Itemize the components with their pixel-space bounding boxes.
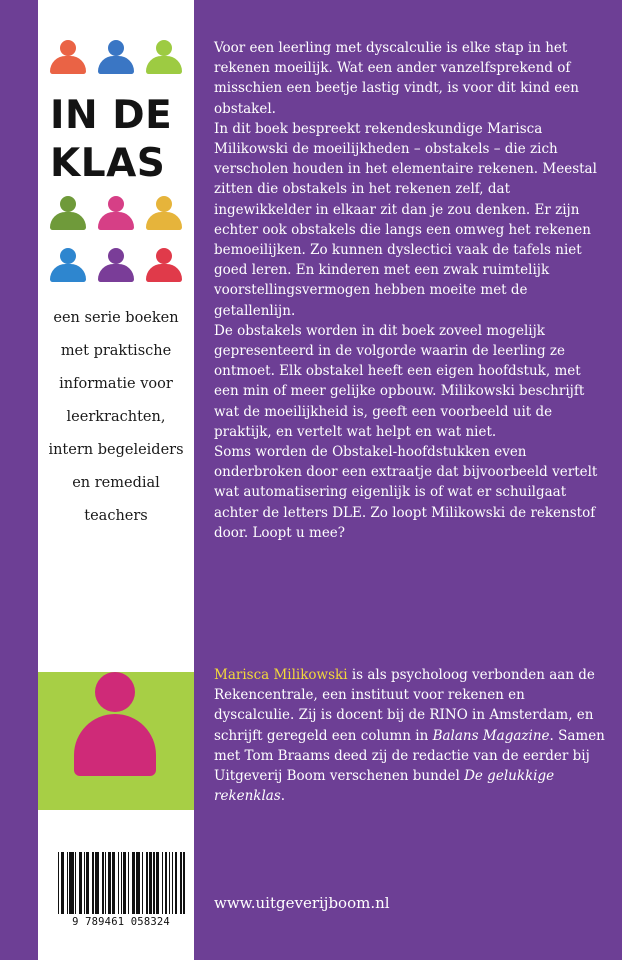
person-icon-head (60, 40, 76, 56)
isbn-barcode (56, 852, 186, 930)
series-logo-line2: KLAS (50, 141, 166, 186)
person-icon-body (50, 264, 86, 282)
description-paragraph: Voor een leerling met dyscalculie is elke stap in het rekenen moeilijk. Wat een ander vanzelfsprekend of misschien een beetje lastig vindt, is voor dit kind een obstakel. (214, 40, 579, 117)
person-icon-head (156, 248, 172, 264)
series-line: een serie boeken (53, 310, 179, 326)
person-icon (146, 40, 182, 74)
person-icon-body (146, 212, 182, 230)
person-icon-body (146, 56, 182, 74)
person-icon (98, 196, 134, 230)
person-icon-head (156, 40, 172, 56)
book-title: De gelukkige rekenklas (214, 768, 555, 805)
large-person-icon (74, 672, 156, 776)
person-icon-head (60, 248, 76, 264)
large-person-body (74, 714, 156, 776)
author-bio-end: . (280, 788, 286, 805)
series-logo (50, 92, 190, 188)
series-line: en remedial (72, 475, 160, 491)
series-sidebar (38, 0, 194, 960)
author-bio-text: is als psycholoog verbonden aan de Rekencentrale, een instituut voor rekenen en dyscalculie. Zij is docent bij de RINO in Amsterdam, en schrijft geregeld een column in (214, 667, 595, 744)
person-icon (146, 196, 182, 230)
person-icon-head (108, 196, 124, 212)
author-bio-text: . Samen met Tom Braams deed zij de redactie van de eerder bij Uitgeverij Boom verschenen bundel (214, 727, 605, 785)
publisher-website[interactable]: www.uitgeverijboom.nl (214, 894, 390, 912)
barcode-bars (58, 852, 184, 914)
person-icon (50, 196, 86, 230)
series-description (38, 302, 194, 533)
person-icon-body (98, 56, 134, 74)
description-paragraph: Soms worden de Obstakel-hoofdstukken even onderbroken door een extraatje dat bijvoorbeeld vertelt wat automatisering eigenlijk is of wat er schuilgaat achter de letters DLE. Zo loopt Milikowski de rekenstof door. Loopt u mee? (214, 444, 598, 541)
person-icon (98, 40, 134, 74)
person-icon-head (60, 196, 76, 212)
person-icon-body (50, 56, 86, 74)
description-paragraph: De obstakels worden in dit boek zoveel mogelijk gepresenteerd in de volgorde waarin de leerling ze ontmoet. Elk obstakel heeft een eigen hoofdstuk, met een min of meer gelijke opbouw. Milikowski beschrijft wat de moeilijkheid is, geeft een voorbeeld uit de praktijk, en vertelt wat helpt en wat niet. (214, 322, 585, 440)
series-logo-line1: IN DE (50, 93, 173, 138)
series-line: teachers (84, 508, 148, 524)
person-icon-body (98, 212, 134, 230)
series-line: leerkrachten, (66, 409, 166, 425)
person-icon (50, 40, 86, 74)
large-person-head (95, 672, 135, 712)
person-icon (98, 248, 134, 282)
person-icon-body (146, 264, 182, 282)
description-text (214, 38, 606, 543)
person-icon-head (108, 40, 124, 56)
isbn-number: 9 789461 058324 (72, 916, 170, 928)
person-icon-head (156, 196, 172, 212)
magazine-title: Balans Magazine (432, 727, 550, 744)
person-icon (50, 248, 86, 282)
person-icon-head (108, 248, 124, 264)
author-name: Marisca Milikowski (214, 667, 348, 683)
person-icon (146, 248, 182, 282)
person-icon-body (98, 264, 134, 282)
description-paragraph: In dit boek bespreekt rekendeskundige Marisca Milikowski de moeilijkheden – obstakels – die zich verscholen houden in het elementaire rekenen. Meestal zitten die obstakels in het rekenen zelf, dat ingewikkelder in elkaar zit dan je zou denken. Er zijn echter ook obstakels die langs een omweg het rekenen bemoeilijken. Zo kunnen dyslectici vaak de tafels niet goed leren. En kinderen met een zwak ruimtelijk voorstellingsvermogen hebben moeite met de getallenlijn. (214, 120, 597, 319)
series-line: intern begeleiders (48, 442, 184, 458)
person-icon-body (50, 212, 86, 230)
barcode-bar (183, 852, 184, 914)
author-bio (214, 665, 606, 806)
series-line: informatie voor (59, 376, 173, 392)
series-line: met praktische (60, 343, 172, 359)
